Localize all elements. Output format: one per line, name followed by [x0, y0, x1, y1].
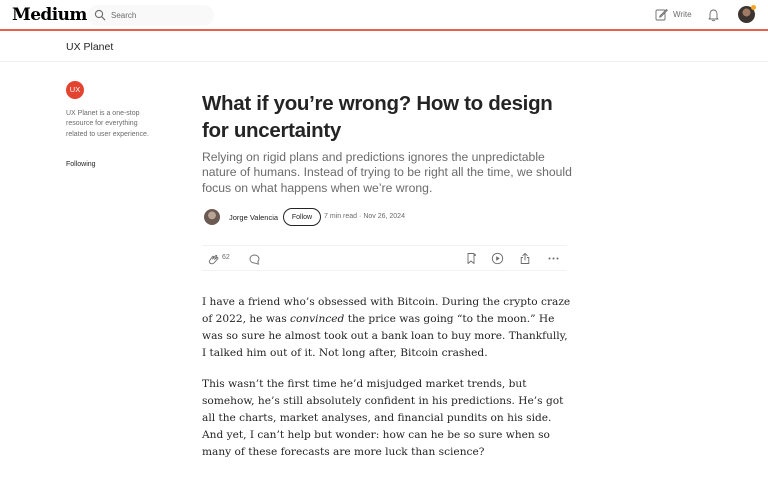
- read-time: 7 min read: [324, 213, 358, 220]
- search-input[interactable]: [111, 7, 207, 24]
- meta-separator: ·: [359, 213, 362, 220]
- medium-logo[interactable]: Medium: [12, 5, 87, 25]
- publication-description: UX Planet is a one-stop resource for everything related to user experience.: [66, 110, 149, 138]
- article-title: What if you’re wrong? How to design for uncertainty: [202, 92, 553, 142]
- paragraph-1: [202, 294, 572, 362]
- article-action-bar: [202, 245, 567, 271]
- comment-icon[interactable]: [248, 253, 261, 266]
- search-box[interactable]: [87, 5, 214, 26]
- author-avatar[interactable]: [204, 209, 220, 225]
- more-icon[interactable]: [547, 252, 560, 265]
- paragraph-2: This wasn’t the first time he’d misjudged market trends, but somehow, he’s still absolutely confident in his predictions. He’s got all the charts, market analyses, and financial pundits on his side. And yet, I can’t help but wonder: how can he be so sure when so many of these forecasts are more luck than science?: [202, 378, 564, 458]
- bell-icon[interactable]: [707, 8, 720, 22]
- top-bar: [0, 0, 768, 31]
- article-meta: [324, 213, 405, 220]
- write-icon: [655, 8, 668, 21]
- paragraph-1-emphasis: convinced: [290, 313, 345, 325]
- following-button[interactable]: Following: [66, 161, 96, 168]
- clap-icon[interactable]: [207, 253, 220, 266]
- write-button[interactable]: [655, 8, 692, 21]
- article-subtitle: Relying on rigid plans and predictions ignores the unpredictable nature of humans. Instead of trying to be right all the time, we should focus on what happens when we’re wrong.: [202, 150, 572, 195]
- author-name[interactable]: Jorge Valencia: [229, 213, 279, 222]
- publication-logo[interactable]: UX: [66, 81, 84, 99]
- clap-count: 62: [222, 254, 230, 261]
- notification-dot: [751, 5, 756, 10]
- share-icon[interactable]: [519, 252, 531, 265]
- search-icon: [94, 9, 106, 21]
- write-label: Write: [673, 10, 692, 19]
- listen-icon[interactable]: [491, 252, 504, 265]
- follow-button[interactable]: Follow: [283, 208, 321, 226]
- publish-date: Nov 26, 2024: [363, 213, 405, 220]
- article-body: [202, 294, 572, 475]
- paragraph-1-part-2: the price was going “to the moon.” He was so sure he almost took out a bank loan to buy more. Thankfully, I talked him out of it. Not long after, Bitcoin crashed.: [202, 313, 568, 359]
- bookmark-icon[interactable]: [465, 252, 477, 265]
- author-row: [202, 207, 572, 227]
- paragraph-1-part-1: I have a friend who’s obsessed with Bitcoin. During the crypto craze of 2022, he was: [202, 296, 571, 325]
- publication-bar: [0, 33, 768, 62]
- publication-name[interactable]: UX Planet: [66, 41, 114, 53]
